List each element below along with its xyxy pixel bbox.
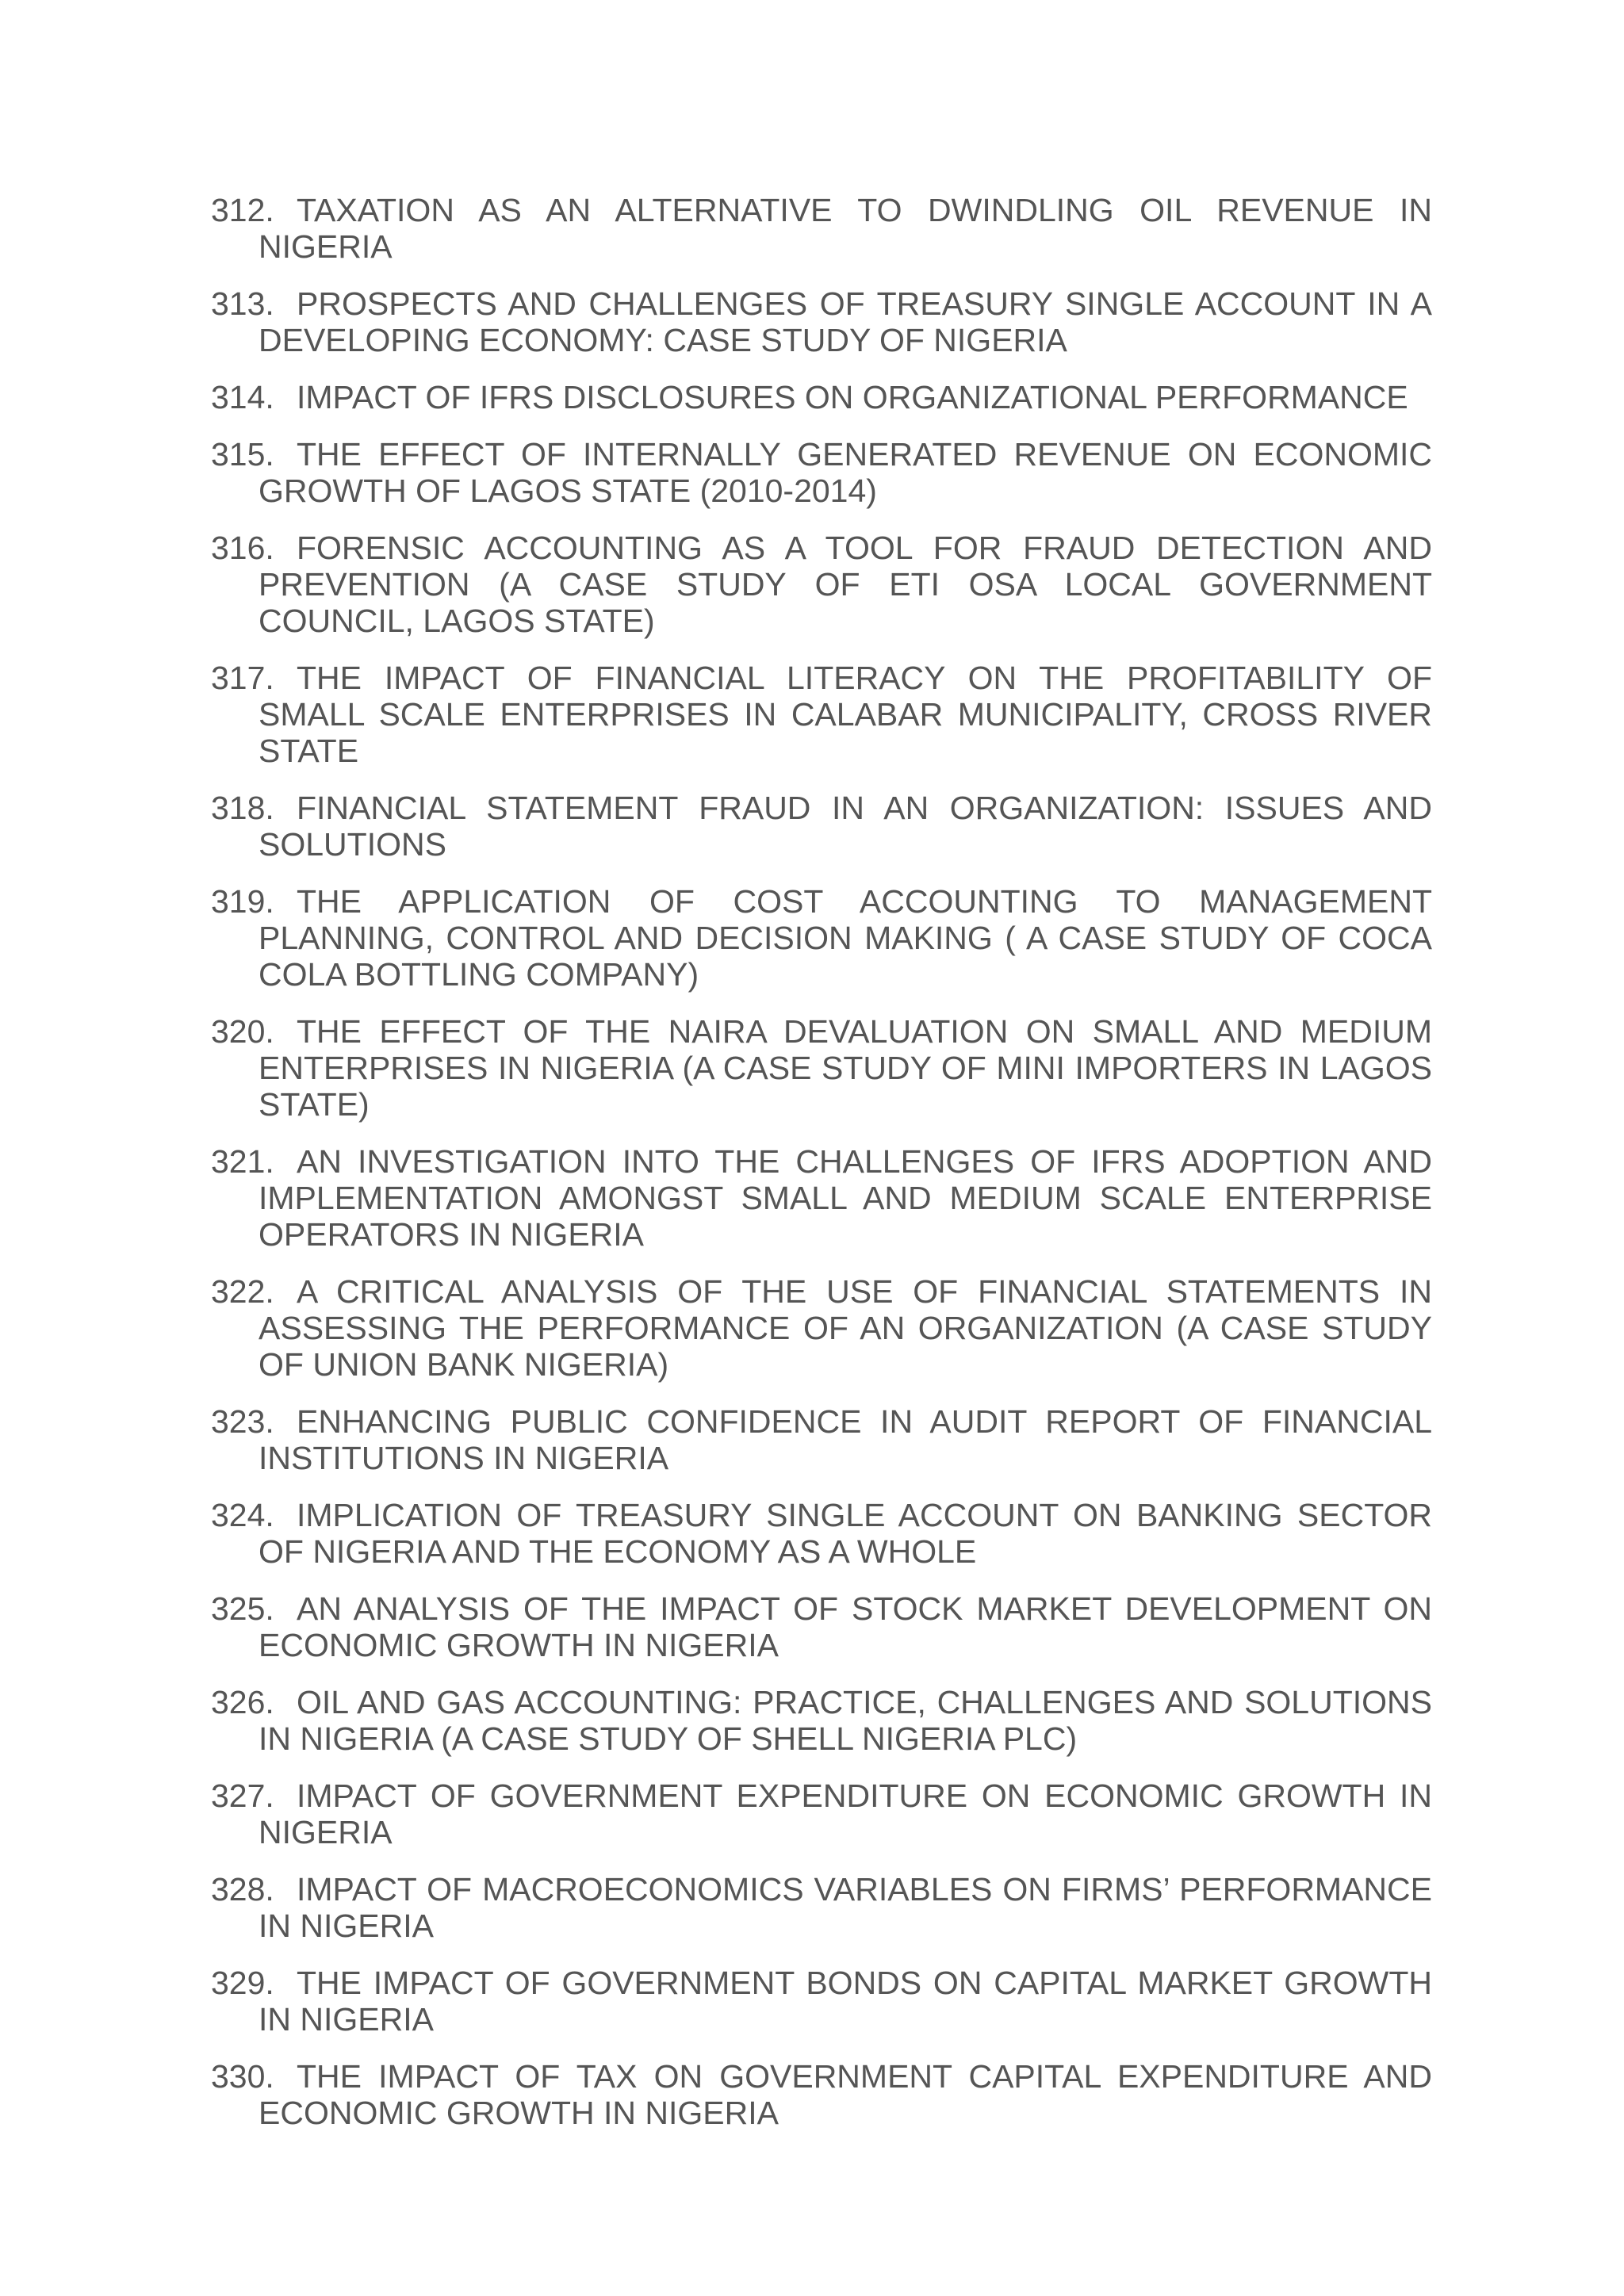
topic-item (211, 790, 1432, 863)
topic-title: PROSPECTS AND CHALLENGES OF TREASURY SINGLE ACCOUNT IN A DEVELOPING ECONOMY: CASE STUDY OF NIGERIA (259, 285, 1432, 358)
topic-number: 315. (211, 436, 274, 473)
topic-title: THE IMPACT OF TAX ON GOVERNMENT CAPITAL EXPENDITURE AND ECONOMIC GROWTH IN NIGERIA (259, 2058, 1432, 2131)
topic-item (211, 436, 1432, 509)
topic-number: 322. (211, 1273, 274, 1310)
topic-title: THE IMPACT OF FINANCIAL LITERACY ON THE PROFITABILITY OF SMALL SCALE ENTERPRISES IN CALABAR MUNICIPALITY, CROSS RIVER STATE (259, 660, 1432, 769)
topic-item (211, 1497, 1432, 1570)
topic-item (211, 1013, 1432, 1123)
topic-number: 320. (211, 1013, 274, 1050)
topic-number: 323. (211, 1403, 274, 1440)
topic-title: THE EFFECT OF INTERNALLY GENERATED REVENUE ON ECONOMIC GROWTH OF LAGOS STATE (2010-2014) (259, 436, 1432, 509)
topic-number: 325. (211, 1590, 274, 1627)
topic-number: 319. (211, 883, 274, 920)
topic-item (211, 1965, 1432, 2038)
topic-number: 318. (211, 790, 274, 826)
topic-item (211, 883, 1432, 993)
topic-item (211, 530, 1432, 639)
topic-item (211, 1777, 1432, 1850)
topic-number: 314. (211, 379, 274, 415)
topic-item (211, 379, 1432, 415)
topic-number: 327. (211, 1777, 274, 1814)
topic-title: ENHANCING PUBLIC CONFIDENCE IN AUDIT REPORT OF FINANCIAL INSTITUTIONS IN NIGERIA (259, 1403, 1432, 1476)
topic-item (211, 2058, 1432, 2131)
topic-number: 326. (211, 1684, 274, 1720)
topic-number: 324. (211, 1497, 274, 1533)
topic-item (211, 1871, 1432, 1944)
topic-number: 316. (211, 530, 274, 566)
topic-title: THE APPLICATION OF COST ACCOUNTING TO MANAGEMENT PLANNING, CONTROL AND DECISION MAKING ( A CASE STUDY OF COCA COLA BOTTLING COMPANY) (259, 883, 1432, 993)
topic-title: A CRITICAL ANALYSIS OF THE USE OF FINANCIAL STATEMENTS IN ASSESSING THE PERFORMANCE OF AN ORGANIZATION (A CASE STUDY OF UNION BANK NIGERIA) (259, 1273, 1432, 1383)
topic-item (211, 1590, 1432, 1663)
topic-title: TAXATION AS AN ALTERNATIVE TO DWINDLING OIL REVENUE IN NIGERIA (259, 192, 1432, 265)
topic-number: 330. (211, 2058, 274, 2095)
topic-item (211, 192, 1432, 265)
topic-number: 321. (211, 1143, 274, 1180)
topic-title: AN ANALYSIS OF THE IMPACT OF STOCK MARKET DEVELOPMENT ON ECONOMIC GROWTH IN NIGERIA (259, 1590, 1432, 1663)
topic-title: IMPLICATION OF TREASURY SINGLE ACCOUNT ON BANKING SECTOR OF NIGERIA AND THE ECONOMY AS A WHOLE (259, 1497, 1432, 1570)
topic-number: 313. (211, 285, 274, 322)
topic-item (211, 1684, 1432, 1757)
topic-title: FINANCIAL STATEMENT FRAUD IN AN ORGANIZATION: ISSUES AND SOLUTIONS (259, 790, 1432, 863)
topic-title: FORENSIC ACCOUNTING AS A TOOL FOR FRAUD DETECTION AND PREVENTION (A CASE STUDY OF ETI OSA LOCAL GOVERNMENT COUNCIL, LAGOS STATE) (259, 530, 1432, 639)
topic-title: THE IMPACT OF GOVERNMENT BONDS ON CAPITAL MARKET GROWTH IN NIGERIA (259, 1965, 1432, 2038)
topic-title: OIL AND GAS ACCOUNTING: PRACTICE, CHALLENGES AND SOLUTIONS IN NIGERIA (A CASE STUDY OF SHELL NIGERIA PLC) (259, 1684, 1432, 1757)
topic-title: IMPACT OF GOVERNMENT EXPENDITURE ON ECONOMIC GROWTH IN NIGERIA (259, 1777, 1432, 1850)
topic-title: IMPACT OF MACROECONOMICS VARIABLES ON FIRMS’ PERFORMANCE IN NIGERIA (259, 1871, 1432, 1944)
topic-item (211, 660, 1432, 769)
topic-item (211, 1143, 1432, 1253)
topic-item (211, 285, 1432, 358)
topic-number: 312. (211, 192, 274, 228)
topic-title: IMPACT OF IFRS DISCLOSURES ON ORGANIZATIONAL PERFORMANCE (297, 379, 1408, 415)
topic-title: AN INVESTIGATION INTO THE CHALLENGES OF IFRS ADOPTION AND IMPLEMENTATION AMONGST SMALL AND MEDIUM SCALE ENTERPRISE OPERATORS IN NIGERIA (259, 1143, 1432, 1253)
topic-item (211, 1403, 1432, 1476)
topic-title: THE EFFECT OF THE NAIRA DEVALUATION ON SMALL AND MEDIUM ENTERPRISES IN NIGERIA (A CASE STUDY OF MINI IMPORTERS IN LAGOS STATE) (259, 1013, 1432, 1123)
topic-number: 317. (211, 660, 274, 696)
topic-number: 328. (211, 1871, 274, 1908)
topic-list (211, 192, 1432, 2152)
topic-number: 329. (211, 1965, 274, 2001)
topic-item (211, 1273, 1432, 1383)
